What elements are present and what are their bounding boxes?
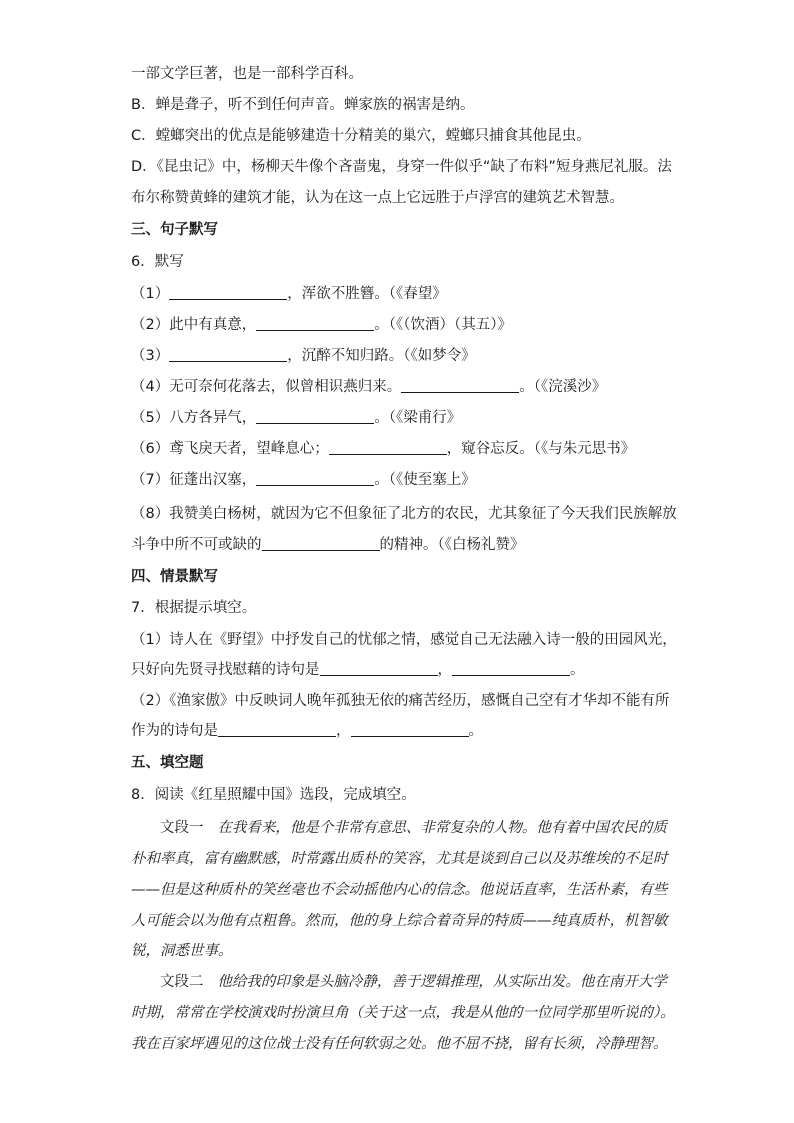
option-d-line1: D．《昆虫记》中，杨柳天牛像个吝啬鬼，身穿一件似乎“缺了布料”短身燕尼礼服。法: [131, 159, 672, 175]
question-6-item-4: [131, 377, 606, 397]
answer-blank[interactable]: [218, 721, 336, 737]
option-a-continuation: 一部文学巨著，也是一部科学百科。: [131, 66, 363, 82]
passage-label: 文段一: [160, 820, 204, 836]
question-7-part1-line1: （1）诗人在《野望》中抒发自己的忧郁之情，感觉自己无法融入诗一般的田园风光，: [131, 632, 677, 648]
question-6-item-2: [131, 315, 512, 335]
item-suffix: ，浑欲不胜簪。（《春望》: [287, 286, 447, 302]
section-heading-3: 三、句子默写: [131, 222, 218, 238]
item-suffix: ，窥谷忘反。（《与朱元思书》: [446, 441, 636, 457]
item-end: 。: [468, 723, 483, 739]
item-prefix: 斗争中所不可或缺的: [131, 537, 262, 553]
question-8-title: 8．阅读《红星照耀中国》选段，完成填空。: [131, 787, 416, 803]
item-prefix: 作为的诗句是: [131, 723, 218, 739]
option-d-line2: 布尔称赞黄蜂的建筑才能，认为在这一点上它远胜于卢浮宫的建筑艺术智慧。: [131, 190, 624, 206]
item-prefix: （2）此中有真意，: [131, 317, 257, 333]
answer-blank[interactable]: [169, 346, 287, 362]
answer-blank[interactable]: [320, 660, 438, 676]
question-6-item-8-line2: [131, 535, 525, 555]
item-prefix: （3）: [131, 348, 170, 364]
answer-blank[interactable]: [169, 284, 287, 300]
question-6-item-1: [131, 284, 447, 304]
answer-blank[interactable]: [262, 535, 380, 551]
passage-1-line3: ——但是这种质朴的笑丝毫也不会动摇他内心的信念。他说话直率，生活朴素，有些: [131, 882, 668, 898]
passage-1-line5: 锐，洞悉世事。: [131, 943, 233, 959]
passage-label: 文段二: [160, 974, 204, 990]
option-b: B．蝉是聋子，听不到任何声音。蝉家族的祸害是纳。: [131, 97, 475, 113]
question-6-item-8-line1: （8）我赞美白杨树，就因为它不但象征了北方的农民，尤其象征了今天我们民族解放: [131, 506, 677, 522]
item-prefix: （5）八方各异气，: [131, 410, 257, 426]
passage-1-line2: 朴和率真，富有幽默感，时常露出质朴的笑容，尤其是谈到自己以及苏维埃的不足时: [131, 851, 668, 867]
answer-blank[interactable]: [452, 660, 570, 676]
question-7-title: 7．根据提示填空。: [131, 600, 257, 616]
question-7-part1-line2: [131, 660, 585, 680]
item-suffix: ，沉醉不知归路。（《如梦令》: [287, 348, 476, 364]
passage-2-line3: 我在百家坪遇见的这位战士没有任何软弱之处。他不屈不挠，留有长须，冷静理智。: [131, 1036, 668, 1052]
section-heading-4: 四、情景默写: [131, 569, 218, 585]
passage-text: 在我看来，他是个非常有意思、非常复杂的人物。他有着中国农民的质: [217, 820, 667, 836]
question-7-part2-line1: （2）《渔家傲》中反映词人晚年孤独无依的痛苦经历，感慨自己空有才华却不能有所: [131, 693, 670, 709]
question-7-part2-line2: [131, 721, 483, 741]
question-6-item-3: [131, 346, 476, 366]
item-suffix: 。（《梁甫行》: [374, 410, 462, 426]
answer-blank[interactable]: [351, 721, 469, 737]
passage-2-line2: 时期，常常在学校演戏时扮演旦角（关于这一点，我是从他的一位同学那里听说的）。: [131, 1005, 675, 1021]
item-prefix: （7）征蓬出汉塞，: [131, 472, 257, 488]
question-6-item-5: [131, 408, 461, 428]
question-6-item-7: [131, 470, 476, 490]
item-prefix: 只好向先贤寻找慰藉的诗句是: [131, 662, 320, 678]
item-suffix: 。（《使至塞上》: [374, 472, 476, 488]
passage-text: 他给我的印象是头脑冷静，善于逻辑推理，从实际出发。他在南开大学: [217, 974, 667, 990]
answer-blank[interactable]: [256, 315, 374, 331]
passage-1-line4: 人可能会以为他有点粗鲁。然而，他的身上综合着奇异的特质——纯真质朴，机智敏: [131, 913, 668, 929]
separator: ，: [437, 662, 452, 678]
item-prefix: （4）无可奈何花落去，似曾相识燕归来。: [131, 379, 402, 395]
answer-blank[interactable]: [256, 408, 374, 424]
item-suffix: 。（《浣溪沙》: [519, 379, 607, 395]
passage-1-line1: [160, 818, 667, 838]
question-6-title: 6．默写: [131, 254, 184, 270]
passage-2-line1: [160, 972, 667, 992]
answer-blank[interactable]: [401, 377, 519, 393]
option-c: C．螳螂突出的优点是能够建造十分精美的巢穴，螳螂只捕食其他昆虫。: [131, 128, 591, 144]
item-end: 。: [570, 662, 585, 678]
separator: ，: [336, 723, 351, 739]
item-prefix: （1）: [131, 286, 170, 302]
answer-blank[interactable]: [329, 439, 447, 455]
item-suffix: 。（《（饮酒）（其五）》: [374, 317, 512, 333]
question-6-item-6: [131, 439, 635, 459]
item-suffix: 的精神。（《白杨礼赞》: [379, 537, 525, 553]
answer-blank[interactable]: [256, 470, 374, 486]
section-heading-5: 五、填空题: [131, 755, 204, 771]
item-prefix: （6）鸢飞戾天者，望峰息心；: [131, 441, 329, 457]
